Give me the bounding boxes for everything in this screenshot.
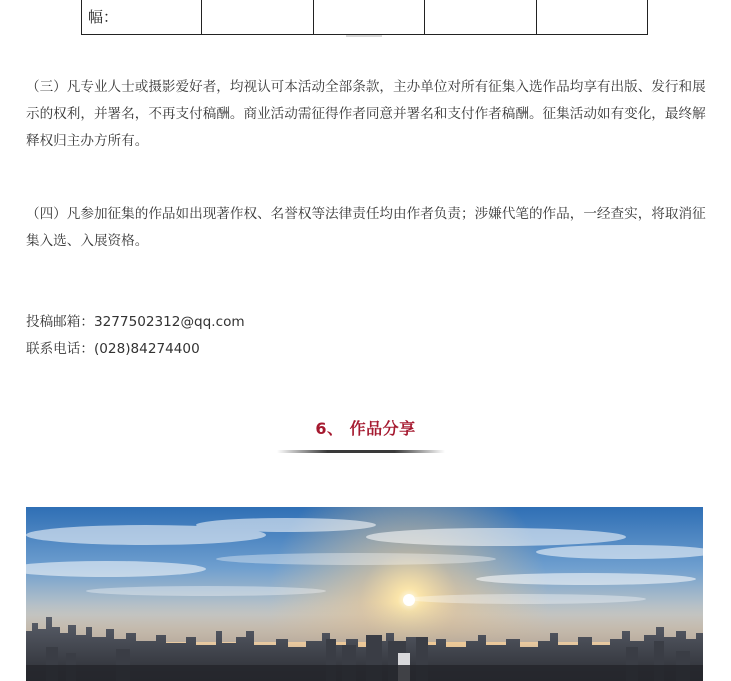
form-empty-cell bbox=[313, 0, 425, 35]
entry-form-table bbox=[81, 0, 648, 35]
form-empty-cell bbox=[536, 0, 648, 35]
contact-phone: 联系电话：(028)84274400 bbox=[26, 341, 200, 357]
heading-underline bbox=[277, 450, 445, 453]
rules-paragraph-4: （四）凡参加征集的作品如出现著作权、名誉权等法律责任均由作者负责；涉嫌代笔的作品，一经查实，将取消征集入选、入展资格。 bbox=[26, 206, 706, 249]
form-label-cell: 幅： bbox=[82, 0, 202, 35]
form-empty-cell bbox=[202, 0, 314, 35]
table-row bbox=[82, 0, 648, 35]
divider bbox=[346, 35, 382, 37]
city-panorama-photo bbox=[26, 507, 703, 681]
section-title: 6、 作品分享 bbox=[315, 419, 416, 438]
rules-paragraph-3: （三）凡专业人士或摄影爱好者，均视认可本活动全部条款，主办单位对所有征集入选作品均享有出版、发行和展示的权利，并署名，不再支付稿酬。商业活动需征得作者同意并署名和支付作者稿酬。征集活动如有变化，最终解释权归主办方所有。 bbox=[26, 79, 706, 149]
form-empty-cell bbox=[425, 0, 537, 35]
contact-email: 投稿邮箱：3277502312@qq.com bbox=[26, 314, 245, 330]
